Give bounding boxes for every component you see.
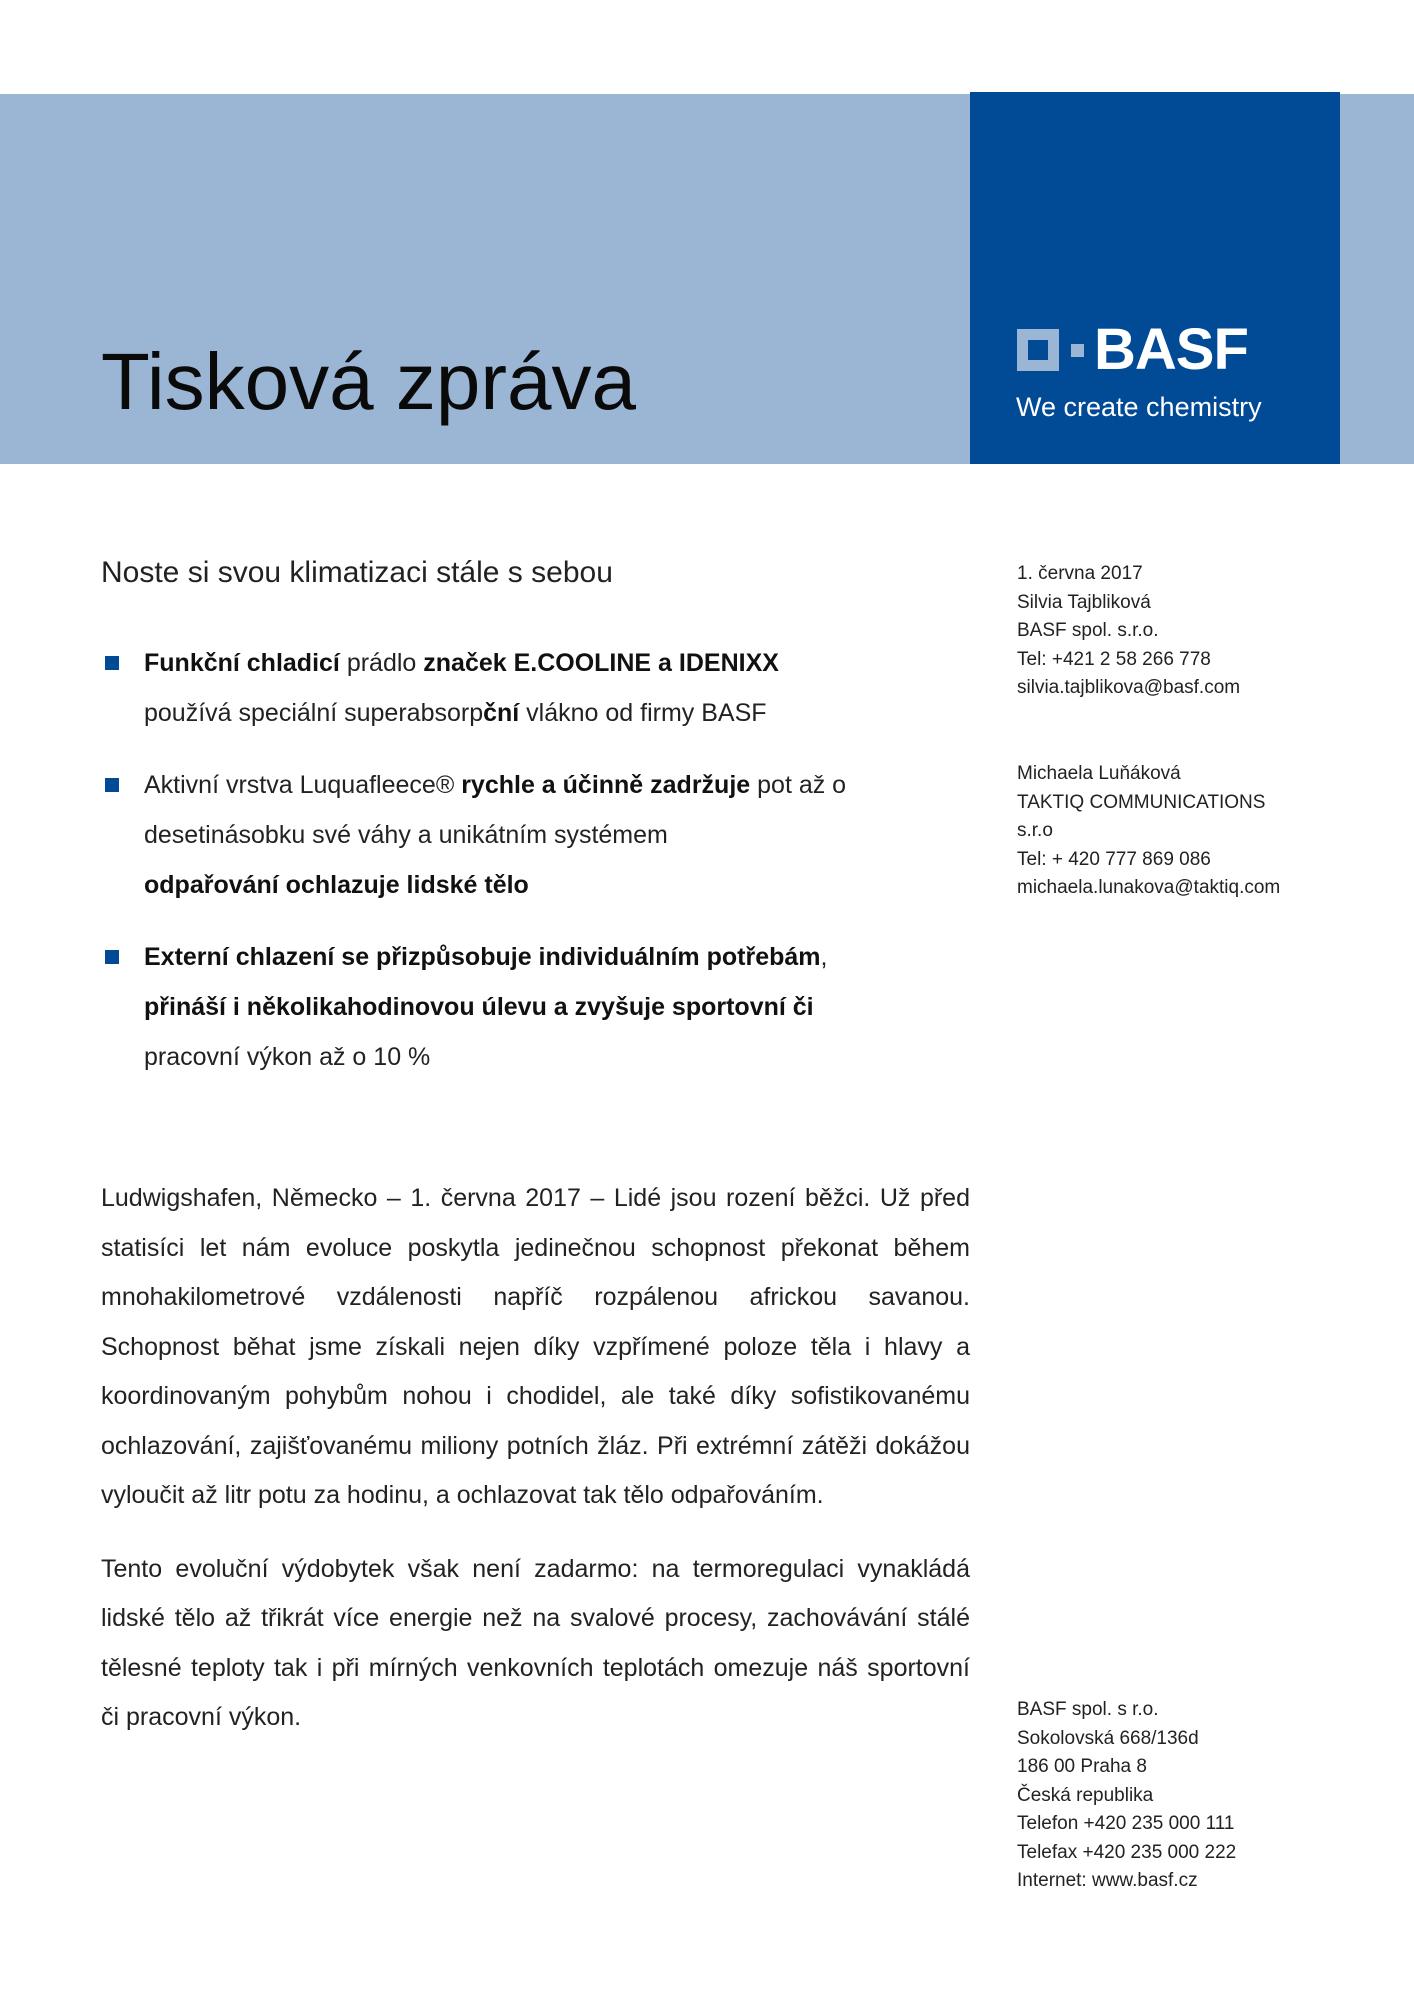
contact-basf — [1017, 560, 1240, 703]
contact-name: Michaela Luňáková — [1017, 763, 1181, 784]
contact-email-link[interactable]: michaela.lunakova@taktiq.com — [1017, 877, 1281, 898]
website-link[interactable]: Internet: www.basf.cz — [1017, 1870, 1198, 1891]
press-release-subtitle: Noste si svou klimatizaci stále s sebou — [101, 556, 613, 589]
bullet-square-icon — [105, 656, 119, 670]
address-phone: Telefon +420 235 000 111 — [1017, 1813, 1235, 1834]
highlight-text: Funkční chladicí prádlo značek E.COOLINE a IDENIXX používá speciální superabsorpční vlákno od firmy BASF — [144, 649, 779, 727]
contact-taktiq — [1017, 760, 1280, 903]
contact-name: Silvia Tajbliková — [1017, 591, 1151, 613]
contact-company: TAKTIQ COMMUNICATIONS — [1017, 791, 1266, 813]
highlight-text: Externí chlazení se přizpůsobuje individuálním potřebám, přináší i několikahodinovou úlevu a zvyšuje sportovní či pracovní výkon až o 10 % — [144, 943, 828, 1071]
contact-phone: Tel: + 420 777 869 086 — [1017, 848, 1211, 870]
contact-email-link[interactable]: silvia.tajblikova@basf.com — [1017, 677, 1241, 698]
logo-wordmark: BASF — [1094, 317, 1248, 382]
article-body — [101, 1174, 970, 1767]
contact-company-suffix: s.r.o — [1017, 820, 1053, 841]
highlights-list — [101, 638, 981, 1104]
bullet-square-icon — [105, 950, 119, 964]
bullet-square-icon — [105, 778, 119, 792]
contact-phone: Tel: +421 2 58 266 778 — [1017, 648, 1211, 670]
address-fax: Telefax +420 235 000 222 — [1017, 1841, 1237, 1863]
body-paragraph: Ludwigshafen, Německo – 1. června 2017 – Lidé jsou rození běžci. Už před statisíci let nám evoluce poskytla jedinečnou schopnost překonat během mnohakilometrové vzdálenosti napříč rozpálenou africkou savanou. Schopnost běhat jsme získali nejen díky vzpřímené poloze těla i hlavy a koordinovaným pohybům nohou i chodidel, ale také díky sofistikovanému ochlazování, zajišťovanému miliony potních žláz. Při extrémní zátěži dokážou vyloučit až litr potu za hodinu, a ochlazovat tak tělo odpařováním. — [101, 1184, 970, 1509]
address-street: Sokolovská 668/136d — [1017, 1727, 1199, 1749]
basf-small-square-icon — [1071, 344, 1084, 357]
address-company: BASF spol. s r.o. — [1017, 1699, 1159, 1720]
logo-tagline: We create chemistry — [1016, 392, 1262, 422]
basf-squares-logo-icon — [1017, 329, 1059, 371]
address-country: Česká republika — [1017, 1784, 1154, 1806]
highlight-text: Aktivní vrstva Luquafleece® rychle a účinně zadržuje pot až o desetinásobku své váhy a unikátním systémem odpařování ochlazuje lidské tělo — [144, 771, 847, 899]
contact-company: BASF spol. s.r.o. — [1017, 620, 1159, 641]
body-paragraph: Tento evoluční výdobytek však není zadarmo: na termoregulaci vynakládá lidské tělo až třikrát více energie než na svalové procesy, zachovávání stálé tělesné teploty tak i při mírných venkovních teplotách omezuje náš sportovní či pracovní výkon. — [101, 1554, 970, 1731]
release-date: 1. června 2017 — [1017, 563, 1143, 584]
highlight-item — [101, 760, 981, 910]
address-city: 186 00 Praha 8 — [1017, 1756, 1147, 1777]
basf-logo — [1017, 317, 1248, 382]
company-address — [1017, 1696, 1236, 1896]
highlight-item — [101, 932, 981, 1082]
page-title: Tisková zpráva — [101, 337, 636, 426]
basf-logo-box — [970, 92, 1340, 464]
highlight-item — [101, 638, 981, 738]
